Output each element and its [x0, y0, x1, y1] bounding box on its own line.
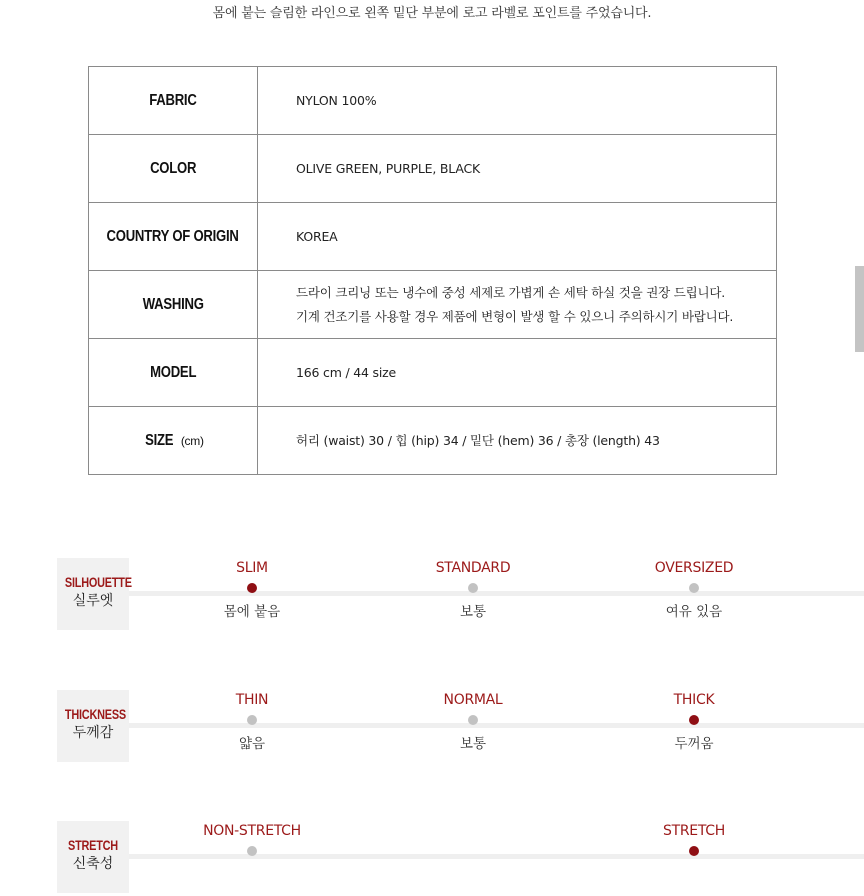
scale-option-label: THICK [673, 692, 715, 708]
spec-key-cell [89, 203, 258, 271]
scale-option-sub: 두꺼움 [674, 736, 714, 752]
scale-title-ko: 실루엣 [72, 593, 114, 609]
scale-option [393, 560, 553, 620]
scale-option-sub: 여유 있음 [665, 604, 723, 620]
spec-value-line: 드라이 크리닝 또는 냉수에 중성 세제로 가볍게 손 세탁 하실 것을 권장 드립니다. [296, 284, 726, 300]
scale-dot [689, 583, 699, 593]
spec-value-line: 허리 (waist) 30 / 힙 (hip) 34 / 밑단 (hem) 36 / 총장 (length) 43 [296, 432, 660, 448]
scale-option-label: THIN [235, 692, 269, 708]
scale-title-en: STRETCH [68, 837, 118, 853]
intro-text: 몸에 붙는 슬림한 라인으로 왼쪽 밑단 부분에 로고 라벨로 포인트를 주었습니다. [212, 6, 652, 21]
scale-option [614, 823, 774, 856]
spec-row [89, 339, 777, 407]
scale-option-label: OVERSIZED [654, 560, 734, 576]
scale-option [614, 560, 774, 620]
scale-badge [57, 558, 132, 630]
scale-option [172, 692, 332, 752]
scale-stretch [0, 821, 864, 896]
scale-badge [57, 690, 129, 762]
spec-key: MODEL [149, 363, 197, 381]
scrollbar-thumb[interactable] [855, 266, 864, 352]
spec-row [89, 67, 777, 135]
scale-dot [468, 715, 478, 725]
spec-key-cell [89, 407, 258, 475]
scale-option-sub: 보통 [459, 736, 487, 752]
spec-key-cell [89, 67, 258, 135]
spec-value-line: 기계 건조기를 사용할 경우 제품에 변형이 발생 할 수 있으니 주의하시기 바랍니다. [296, 308, 734, 324]
spec-value-cell [258, 271, 777, 339]
spec-key: COLOR [149, 159, 197, 177]
spec-key: COUNTRY OF ORIGIN [106, 227, 240, 245]
scale-option [614, 692, 774, 752]
spec-key-cell [89, 271, 258, 339]
selected-dot [689, 846, 699, 856]
spec-key: SIZE [145, 431, 174, 449]
spec-table [88, 66, 777, 475]
scale-option [393, 692, 553, 752]
scale-option-label: STRETCH [663, 823, 725, 839]
spec-value-line: OLIVE GREEN, PURPLE, BLACK [296, 160, 480, 176]
selected-dot [247, 583, 257, 593]
scale-option-label: NON-STRETCH [203, 823, 301, 839]
scale-dot [247, 715, 257, 725]
scale-dot [247, 846, 257, 856]
spec-value-cell [258, 203, 777, 271]
scale-badge [57, 821, 129, 893]
spec-value-line: NYLON 100% [296, 92, 377, 108]
scale-title-en: SILHOUETTE [64, 574, 132, 590]
spec-row [89, 203, 777, 271]
scale-silhouette [0, 558, 864, 633]
spec-value-cell [258, 67, 777, 135]
spec-key: FABRIC [149, 91, 197, 109]
scale-option-label: NORMAL [443, 692, 503, 708]
spec-value-line: KOREA [296, 228, 338, 244]
spec-key-unit: (cm) [180, 433, 204, 448]
spec-value-cell [258, 339, 777, 407]
selected-dot [689, 715, 699, 725]
spec-row [89, 135, 777, 203]
scale-option-sub: 얇음 [238, 736, 266, 752]
spec-row [89, 407, 777, 475]
scale-option [172, 560, 332, 620]
scale-title-en: THICKNESS [64, 706, 126, 722]
scale-title-ko: 신축성 [72, 856, 114, 872]
scale-dot [468, 583, 478, 593]
scale-option [172, 823, 332, 856]
scale-option-sub: 보통 [459, 604, 487, 620]
spec-key: WASHING [142, 295, 204, 313]
spec-value-cell [258, 135, 777, 203]
spec-row [89, 271, 777, 339]
spec-key-cell [89, 135, 258, 203]
scale-option-label: STANDARD [435, 560, 511, 576]
scale-title-ko: 두께감 [72, 725, 114, 741]
spec-value-line: 166 cm / 44 size [296, 364, 396, 380]
scale-option-sub: 몸에 붙음 [223, 604, 281, 620]
scale-thickness [0, 690, 864, 765]
spec-value-cell [258, 407, 777, 475]
spec-key-cell [89, 339, 258, 407]
scale-option-label: SLIM [236, 560, 268, 576]
